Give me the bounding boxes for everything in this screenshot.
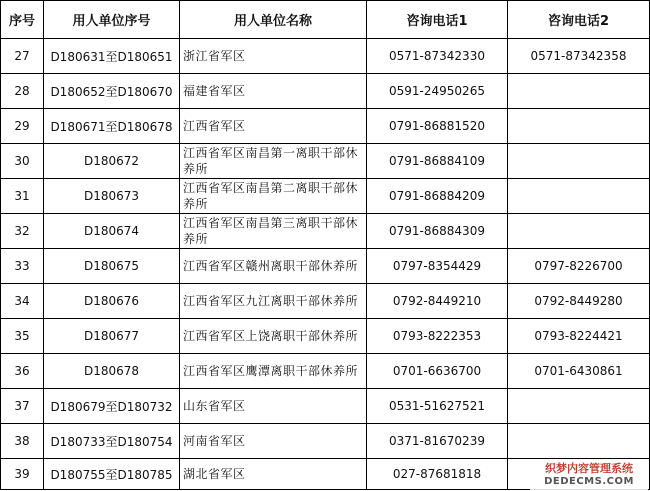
row-phone-1: 0531-51627521 — [367, 389, 508, 424]
row-phone-2 — [508, 214, 650, 249]
row-unit-name: 河南省军区 — [180, 424, 367, 459]
row-unit-name: 福建省军区 — [180, 74, 367, 109]
table-row — [1, 284, 650, 319]
row-unit-code: D180672 — [44, 144, 180, 179]
row-serial: 37 — [1, 389, 44, 424]
row-unit-name: 浙江省军区 — [180, 39, 367, 74]
row-unit-code: D180676 — [44, 284, 180, 319]
row-serial: 28 — [1, 74, 44, 109]
header-unit-name: 用人单位名称 — [180, 1, 367, 39]
row-phone-1: 0791-86884109 — [367, 144, 508, 179]
row-phone-2 — [508, 179, 650, 214]
row-unit-name: 江西省军区 — [180, 109, 367, 144]
row-phone-2: 0701-6430861 — [508, 354, 650, 389]
row-phone-1: 0791-86881520 — [367, 109, 508, 144]
row-unit-name: 江西省军区九江离职干部休养所 — [180, 284, 367, 319]
row-serial: 29 — [1, 109, 44, 144]
row-phone-1: 0797-8354429 — [367, 249, 508, 284]
header-phone-1: 咨询电话1 — [367, 1, 508, 39]
row-unit-code: D180673 — [44, 179, 180, 214]
header-serial: 序号 — [1, 1, 44, 39]
row-phone-1: 0591-24950265 — [367, 74, 508, 109]
row-serial: 36 — [1, 354, 44, 389]
row-phone-2: 0571-87342358 — [508, 39, 650, 74]
table-row — [1, 144, 650, 179]
row-unit-name: 江西省军区南昌第二离职干部休养所 — [180, 179, 367, 214]
watermark-url: DEDECMS.COM — [544, 476, 634, 487]
row-phone-2 — [508, 74, 650, 109]
row-serial: 35 — [1, 319, 44, 354]
row-phone-2 — [508, 424, 650, 459]
table-row — [1, 179, 650, 214]
row-serial: 39 — [1, 459, 44, 490]
table-row — [1, 319, 650, 354]
row-unit-code: D180678 — [44, 354, 180, 389]
table-row — [1, 424, 650, 459]
row-serial: 33 — [1, 249, 44, 284]
row-phone-1: 0791-86884209 — [367, 179, 508, 214]
table-row — [1, 249, 650, 284]
row-unit-name: 江西省军区南昌第三离职干部休养所 — [180, 214, 367, 249]
row-serial: 34 — [1, 284, 44, 319]
row-serial: 30 — [1, 144, 44, 179]
row-phone-1: 0793-8222353 — [367, 319, 508, 354]
header-phone-2: 咨询电话2 — [508, 1, 650, 39]
watermark-title: 织梦内容管理系统 — [545, 462, 633, 475]
row-unit-code: D180755至D180785 — [44, 459, 180, 490]
row-phone-1: 0792-8449210 — [367, 284, 508, 319]
row-serial: 27 — [1, 39, 44, 74]
row-unit-code: D180652至D180670 — [44, 74, 180, 109]
table-row — [1, 389, 650, 424]
table-row — [1, 214, 650, 249]
row-serial: 38 — [1, 424, 44, 459]
row-serial: 32 — [1, 214, 44, 249]
row-phone-1: 0371-81670239 — [367, 424, 508, 459]
row-phone-1: 0701-6636700 — [367, 354, 508, 389]
row-unit-name: 山东省军区 — [180, 389, 367, 424]
row-unit-code: D180679至D180732 — [44, 389, 180, 424]
site-watermark — [530, 462, 648, 490]
table-header-row — [1, 1, 650, 39]
row-unit-name: 江西省军区上饶离职干部休养所 — [180, 319, 367, 354]
table-row — [1, 39, 650, 74]
row-phone-2: 0797-8226700 — [508, 249, 650, 284]
row-unit-name: 湖北省军区 — [180, 459, 367, 490]
row-phone-2 — [508, 144, 650, 179]
row-phone-1: 027-87681818 — [367, 459, 508, 490]
row-phone-1: 0791-86884309 — [367, 214, 508, 249]
row-unit-code: D180631至D180651 — [44, 39, 180, 74]
table-row — [1, 109, 650, 144]
row-unit-name: 江西省军区南昌第一离职干部休养所 — [180, 144, 367, 179]
table-row — [1, 74, 650, 109]
row-unit-code: D180671至D180678 — [44, 109, 180, 144]
table-row — [1, 354, 650, 389]
row-unit-code: D180675 — [44, 249, 180, 284]
row-phone-2: 0793-8224421 — [508, 319, 650, 354]
row-unit-code: D180677 — [44, 319, 180, 354]
row-phone-1: 0571-87342330 — [367, 39, 508, 74]
row-unit-name: 江西省军区赣州离职干部休养所 — [180, 249, 367, 284]
row-unit-name: 江西省军区鹰潭离职干部休养所 — [180, 354, 367, 389]
row-serial: 31 — [1, 179, 44, 214]
row-phone-2: 0792-8449280 — [508, 284, 650, 319]
row-phone-2 — [508, 389, 650, 424]
row-unit-code: D180733至D180754 — [44, 424, 180, 459]
row-phone-2 — [508, 109, 650, 144]
header-unit-code: 用人单位序号 — [44, 1, 180, 39]
row-unit-code: D180674 — [44, 214, 180, 249]
